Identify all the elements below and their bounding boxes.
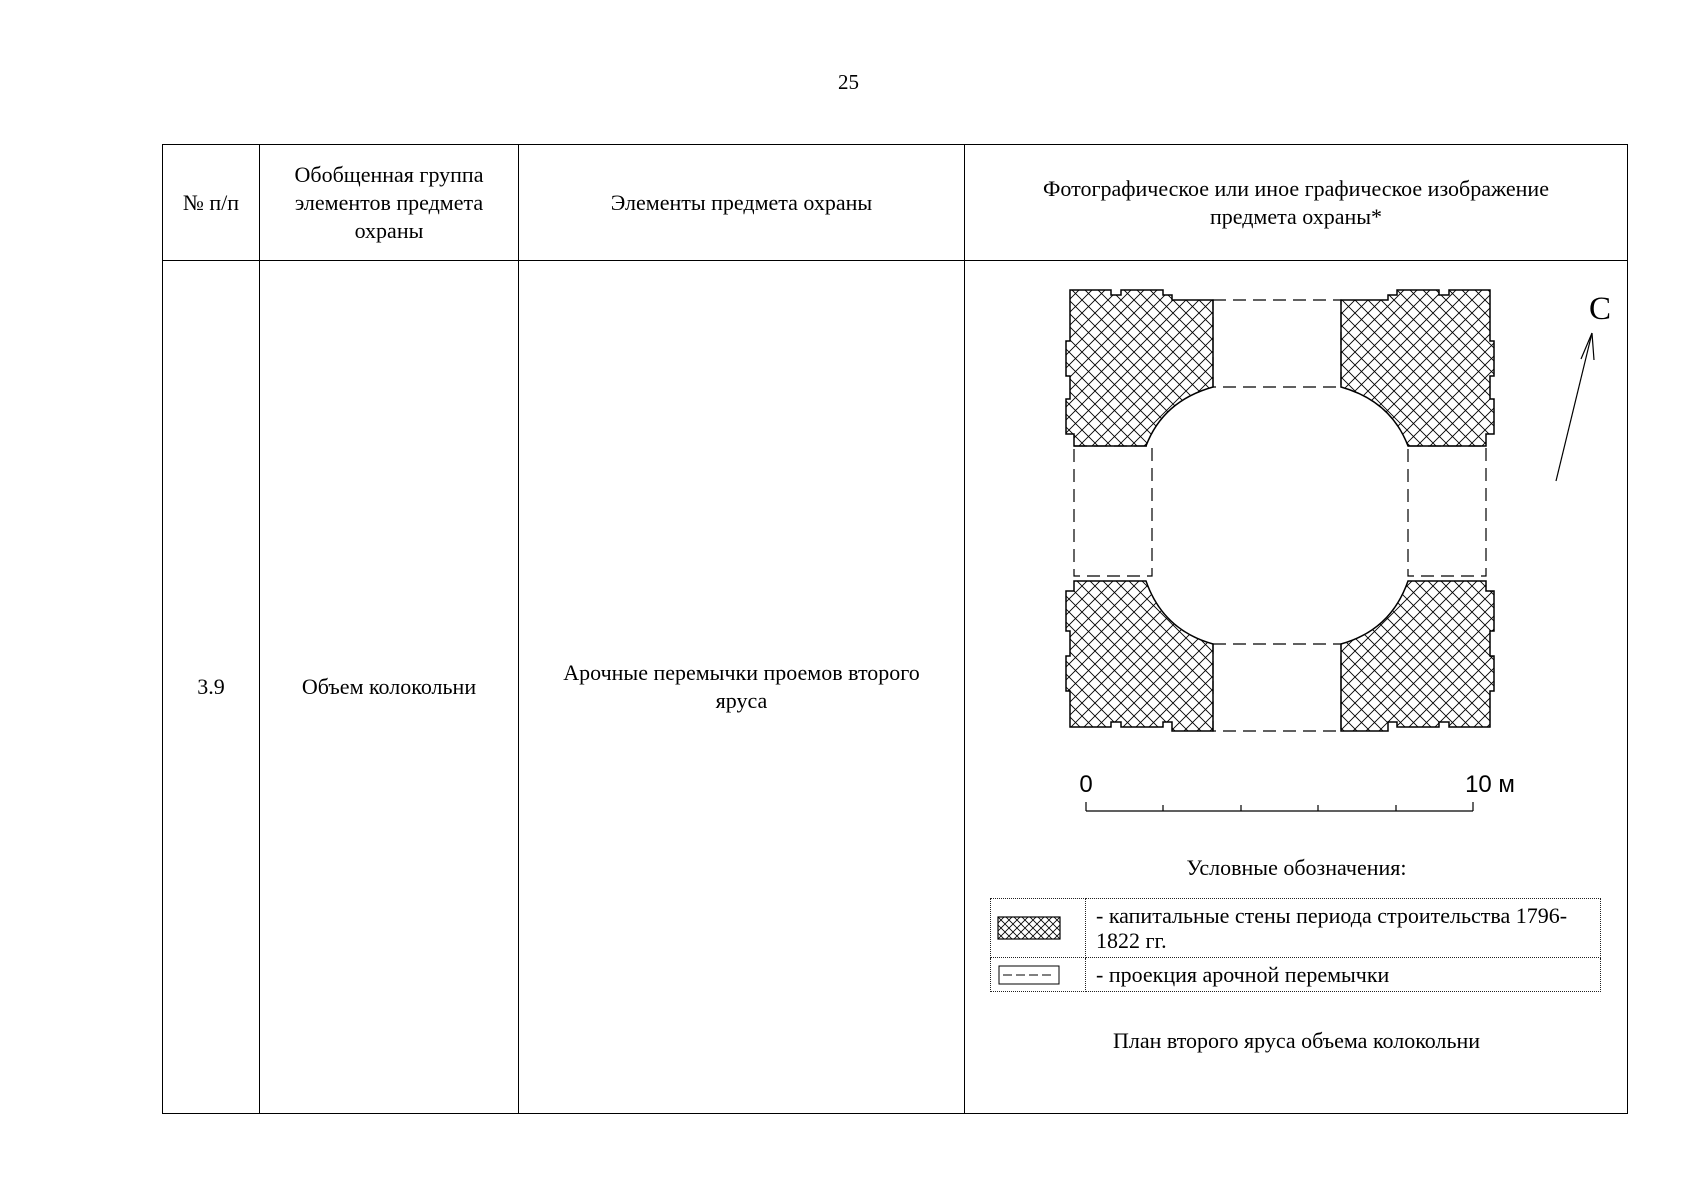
plan-drawing (965, 261, 1628, 1113)
crosshatch-symbol (991, 899, 1086, 958)
header-group: Обобщенная группа элементов предмета охраны (260, 145, 519, 261)
bell-tower-plan (965, 261, 1628, 861)
drawing-caption: План второго яруса объема колокольни (1112, 1028, 1481, 1053)
page-number: 25 (838, 70, 859, 94)
pier-bottom-right (1341, 581, 1494, 731)
row-image (965, 261, 1628, 1114)
row-element: Арочные перемычки проемов второго яруса (519, 261, 965, 1114)
row-group: Объем колокольни (260, 261, 519, 1114)
legend-table (990, 898, 1601, 992)
legend-title: Условные обозначения: (1186, 855, 1407, 880)
header-image: Фотографическое или иное графическое изображение предмета охраны* (965, 145, 1628, 261)
header-number: № п/п (163, 145, 260, 261)
scale-end-label: 10 м (1465, 771, 1515, 798)
header-elements: Элементы предмета охраны (519, 145, 965, 261)
pier-top-left (1066, 290, 1213, 446)
table-header-row (163, 145, 1628, 261)
north-arrow (1556, 333, 1594, 481)
protection-table (162, 144, 1628, 1114)
legend-text-walls: - капитальные стены периода строительства 1796-1822 гг. (1086, 899, 1601, 958)
legend-text-lintel: - проекция арочной перемычки (1086, 958, 1601, 992)
pier-bottom-left (1066, 581, 1213, 731)
row-number: 3.9 (163, 261, 260, 1114)
pier-top-right (1341, 290, 1494, 446)
legend-row (991, 958, 1601, 992)
table-row (163, 261, 1628, 1114)
legend-row (991, 899, 1601, 958)
scale-start-label: 0 (1079, 771, 1093, 798)
dashed-rect-symbol (991, 958, 1086, 992)
north-label: С (1588, 291, 1612, 327)
capital-walls (1066, 290, 1494, 731)
scale-bar (1086, 802, 1473, 811)
